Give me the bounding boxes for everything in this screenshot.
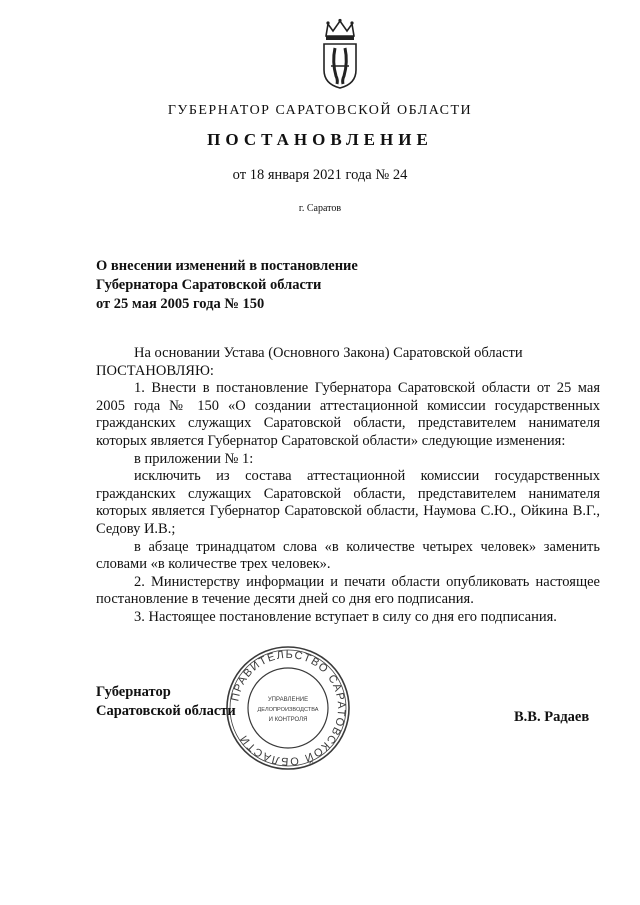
svg-text:ДЕЛОПРОИЗВОДСТВА: ДЕЛОПРОИЗВОДСТВА [257,707,319,713]
signatory-name: В.В. Радаев [514,709,590,725]
signatory-title [96,683,236,721]
official-stamp [225,645,351,771]
body-paragraph-exclude: исключить из состава аттестационной комиссии государственных гражданских служащих Саратовской области, представителем нанимателя которых является Губернатор Саратовской области, Наумова С.Ю., Ойкина В.Г., Седову И.В.; [96,468,600,537]
signatory-title-line: Саратовской области [96,703,236,719]
document-subject [96,257,416,314]
document-date-number: от 18 января 2021 года № 24 [232,167,408,183]
subject-line: О внесении изменений в постановление [96,258,358,274]
body-paragraph-replace: в абзаце тринадцатом слова «в количестве четырех человек» заменить словами «в количестве трех человек». [96,538,600,573]
document-city: г. Саратов [298,203,342,214]
document-type: ПОСТАНОВЛЕНИЕ [207,130,433,149]
subject-line: от 25 мая 2005 года № 150 [96,296,265,312]
body-paragraph-appendix: в приложении № 1: [134,450,254,467]
body-paragraph-item-1: 1. Внести в постановление Губернатора Саратовской области от 25 мая 2005 года № 150 «О создании аттестационной комиссии государственных гражданских служащих Саратовской области, представителем нанимателя которых является Губернатор Саратовской области» следующие изменения: [96,380,600,449]
svg-text:И КОНТРОЛЯ: И КОНТРОЛЯ [268,717,308,723]
signatory-title-line: Губернатор [96,684,171,700]
body-paragraph-item-3: 3. Настоящее постановление вступает в силу со дня его подписания. [134,608,557,625]
issuer-title: ГУБЕРНАТОР САРАТОВСКОЙ ОБЛАСТИ [167,103,473,118]
document-body [96,345,600,627]
subject-line: Губернатора Саратовской области [96,277,322,293]
body-paragraph-preamble: На основании Устава (Основного Закона) Саратовской области [134,345,523,361]
body-paragraph-item-2: 2. Министерству информации и печати области опубликовать настоящее постановление в течение десяти дней со дня его подписания. [96,573,600,608]
svg-text:УПРАВЛЕНИЕ: УПРАВЛЕНИЕ [267,697,309,703]
body-paragraph-resolve: ПОСТАНОВЛЯЮ: [96,362,214,379]
coat-of-arms-icon [318,18,362,90]
svg-text:ПРАВИТЕЛЬСТВО САРАТОВСКОЙ ОБЛА: ПРАВИТЕЛЬСТВО САРАТОВСКОЙ ОБЛАСТИ [229,648,348,768]
